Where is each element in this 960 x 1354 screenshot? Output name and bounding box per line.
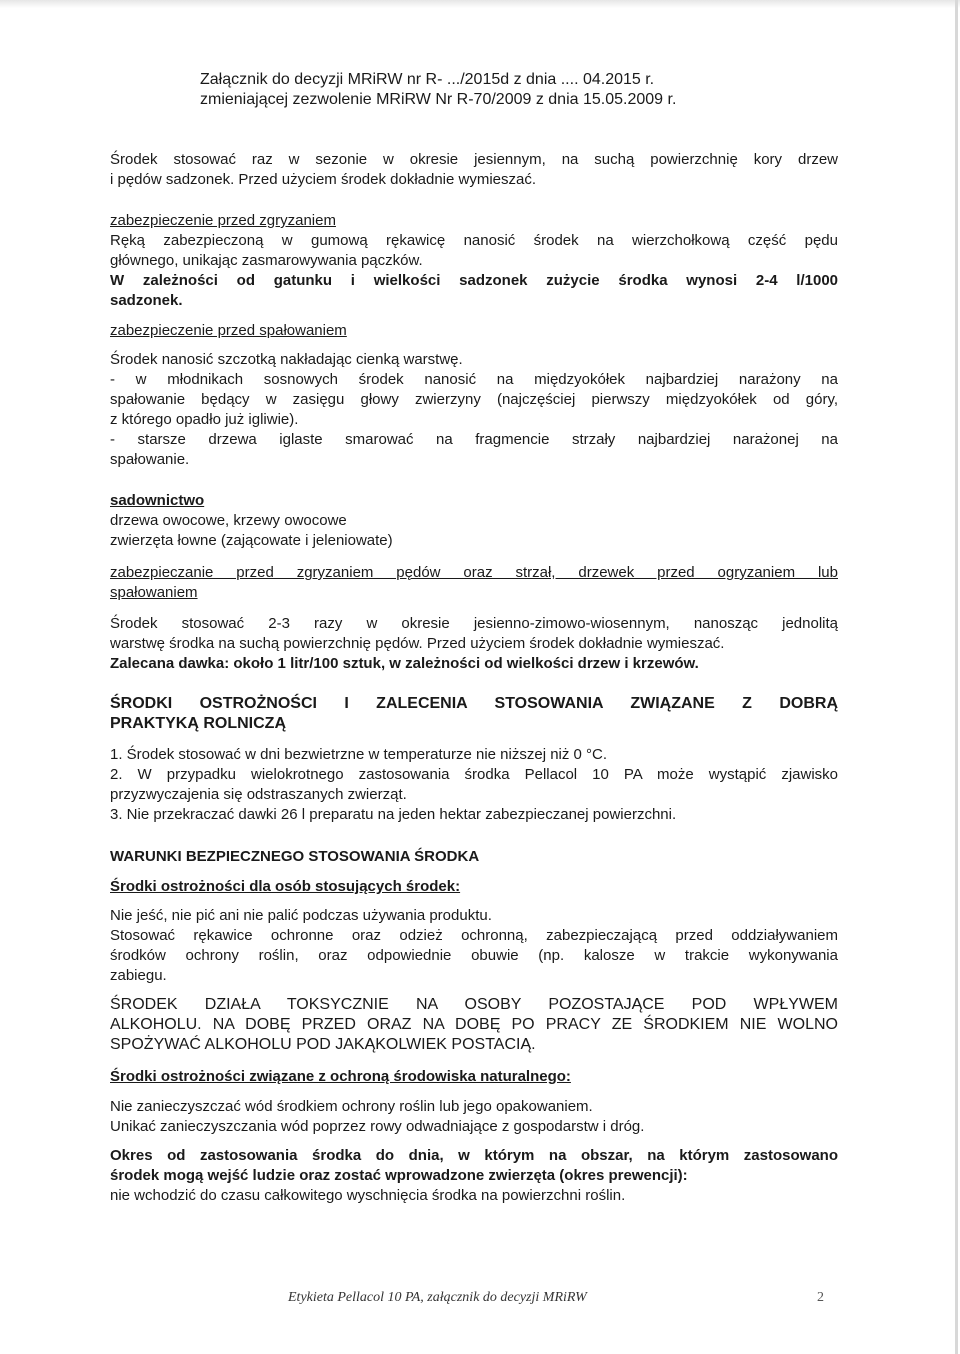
warunki-subheading [110, 877, 838, 897]
bold-line: Okres od zastosowania środka do dnia, w którym na obszar, na którym zastosowano [110, 1147, 838, 1164]
paragraph-line: Unikać zanieczyszczania wód poprzez rowy odwadniające z gospodarstw i dróg. [110, 1118, 645, 1135]
intro-paragraph [110, 150, 838, 190]
bold-line: W zależności od gatunku i wielkości sadzonek zużycie środka wynosi 2-4 l/1000 [110, 272, 838, 289]
bold-line: sadzonek. [110, 292, 183, 309]
warning-line: SPOŻYWAĆ ALKOHOLU POD JAKĄKOLWIEK POSTACIĄ. [110, 1036, 536, 1053]
section-okres [110, 1146, 838, 1206]
paragraph-line: warstwę środka na suchą powierzchnię pędów. Przed użyciem środek dokładnie wymieszać. [110, 635, 725, 652]
section-sadownictwo [110, 491, 838, 551]
warning-line: ALKOHOLU. NA DOBĘ PRZED ORAZ NA DOBĘ PO PRACY ZE ŚRODKIEM NIE WOLNO [110, 1016, 838, 1033]
sub-heading: Środki ostrożności związane z ochroną środowiska naturalnego: [110, 1068, 571, 1085]
spalowanie-body [110, 350, 838, 470]
section-heading: zabezpieczenie przed zgryzaniem [110, 212, 336, 229]
section-warunki-heading [110, 847, 838, 867]
scan-edge [0, 0, 960, 8]
paragraph-line: głównego, unikając zasmarowywania pączków. [110, 252, 423, 269]
paragraph-line: Ręką zabezpieczoną w gumową rękawicę nanosić środek na wierzchołkową część pędu [110, 232, 838, 249]
sadownictwo-body [110, 614, 838, 674]
list-item: 2. W przypadku wielokrotnego zastosowania środka Pellacol 10 PA może wystąpić zjawisko [110, 766, 838, 783]
section-heading: zabezpieczenie przed spałowaniem [110, 322, 347, 339]
section-heading: PRAKTYKĄ ROLNICZĄ [110, 715, 286, 732]
paragraph-line: Stosować rękawice ochronne oraz odzież ochronną, zabezpieczającą przed oddziaływaniem [110, 927, 838, 944]
section-heading: WARUNKI BEZPIECZNEGO STOSOWANIA ŚRODKA [110, 848, 480, 865]
paragraph-line: nie wchodzić do czasu całkowitego wyschnięcia środka na powierzchni roślin. [110, 1187, 626, 1204]
paragraph-line: środków ochrony roślin, oraz odpowiednie obuwie (np. kalosze w trakcie wykonywania [110, 947, 838, 964]
header-line-2: zmieniającej zezwolenie MRiRW Nr R-70/2009 z dnia 15.05.2009 r. [200, 91, 677, 108]
paragraph-line: - w młodnikach sosnowych środek nanosić na międzyokółek najbardziej narażony na [110, 371, 838, 388]
paragraph-line: - starsze drzewa iglaste smarować na fragmencie strzały najbardziej narażonej na [110, 431, 838, 448]
scan-right-edge [955, 0, 958, 1354]
paragraph-line: zabiegu. [110, 967, 167, 984]
warunki-body [110, 906, 838, 986]
header-line-1: Załącznik do decyzji MRiRW nr R- .../2015d z dnia .... 04.2015 r. [200, 71, 655, 88]
page-footer: Etykieta Pellacol 10 PA, załącznik do decyzji MRiRW [288, 1290, 587, 1305]
paragraph-line: z którego opadło już igliwie). [110, 411, 299, 428]
paragraph-line: zwierzęta łowne (zającowate i jeleniowate) [110, 532, 393, 549]
intro-line: i pędów sadzonek. Przed użyciem środek dokładnie wymieszać. [110, 171, 537, 188]
sub-heading: zabezpieczanie przed zgryzaniem pędów oraz strzał, drzewek przed ogryzaniem lub [110, 564, 838, 581]
warning-line: ŚRODEK DZIAŁA TOKSYCZNIE NA OSOBY POZOSTAJĄCE POD WPŁYWEM [110, 996, 838, 1013]
list-item-continued: przyzwyczajenia się odstraszanych zwierząt. [110, 786, 407, 803]
paragraph-line: Nie jeść, nie pić ani nie palić podczas używania produktu. [110, 907, 492, 924]
alcohol-warning [110, 995, 838, 1055]
list-item: 3. Nie przekraczać dawki 26 l preparatu na jeden hektar zabezpieczanej powierzchni. [110, 806, 677, 823]
paragraph-line: drzewa owocowe, krzewy owocowe [110, 512, 347, 529]
paragraph-line: Środek stosować 2-3 razy w okresie jesienno-zimowo-wiosennym, nanosząc jednolitą [110, 615, 838, 632]
document-header [200, 70, 840, 110]
sub-heading: spałowaniem [110, 584, 198, 601]
section-ostroznosci-heading [110, 694, 838, 734]
section-gryzanie [110, 211, 838, 311]
intro-line: Środek stosować raz w sezonie w okresie jesiennym, na suchą powierzchnię kory drzew [110, 151, 838, 168]
page-number: 2 [817, 1290, 824, 1305]
section-heading: sadownictwo [110, 492, 205, 509]
paragraph-line: spałowanie będący w zasięgu głowy zwierzyny (najczęściej pierwszy międzyokółek od góry, [110, 391, 838, 408]
section-spalowanie [110, 321, 838, 341]
section-heading: ŚRODKI OSTROŻNOŚCI I ZALECENIA STOSOWANIA ZWIĄZANE Z DOBRĄ [110, 695, 838, 712]
section-srodowisko-heading [110, 1067, 838, 1087]
srodowisko-body [110, 1097, 838, 1137]
ostroznosci-list [110, 745, 838, 825]
paragraph-line: spałowanie. [110, 451, 190, 468]
list-item: 1. Środek stosować w dni bezwietrzne w temperaturze nie niższej niż 0 °C. [110, 746, 608, 763]
paragraph-line: Nie zanieczyszczać wód środkiem ochrony roślin lub jego opakowaniem. [110, 1098, 593, 1115]
bold-line: środek mogą wejść ludzie oraz zostać wprowadzone zwierzęta (okres prewencji): [110, 1167, 688, 1184]
sadownictwo-sub [110, 563, 838, 603]
bold-line: Zalecana dawka: około 1 litr/100 sztuk, w zależności od wielkości drzew i krzewów. [110, 655, 699, 672]
sub-heading: Środki ostrożności dla osób stosujących środek: [110, 878, 461, 895]
paragraph-line: Środek nanosić szczotką nakładając cienką warstwę. [110, 351, 463, 368]
